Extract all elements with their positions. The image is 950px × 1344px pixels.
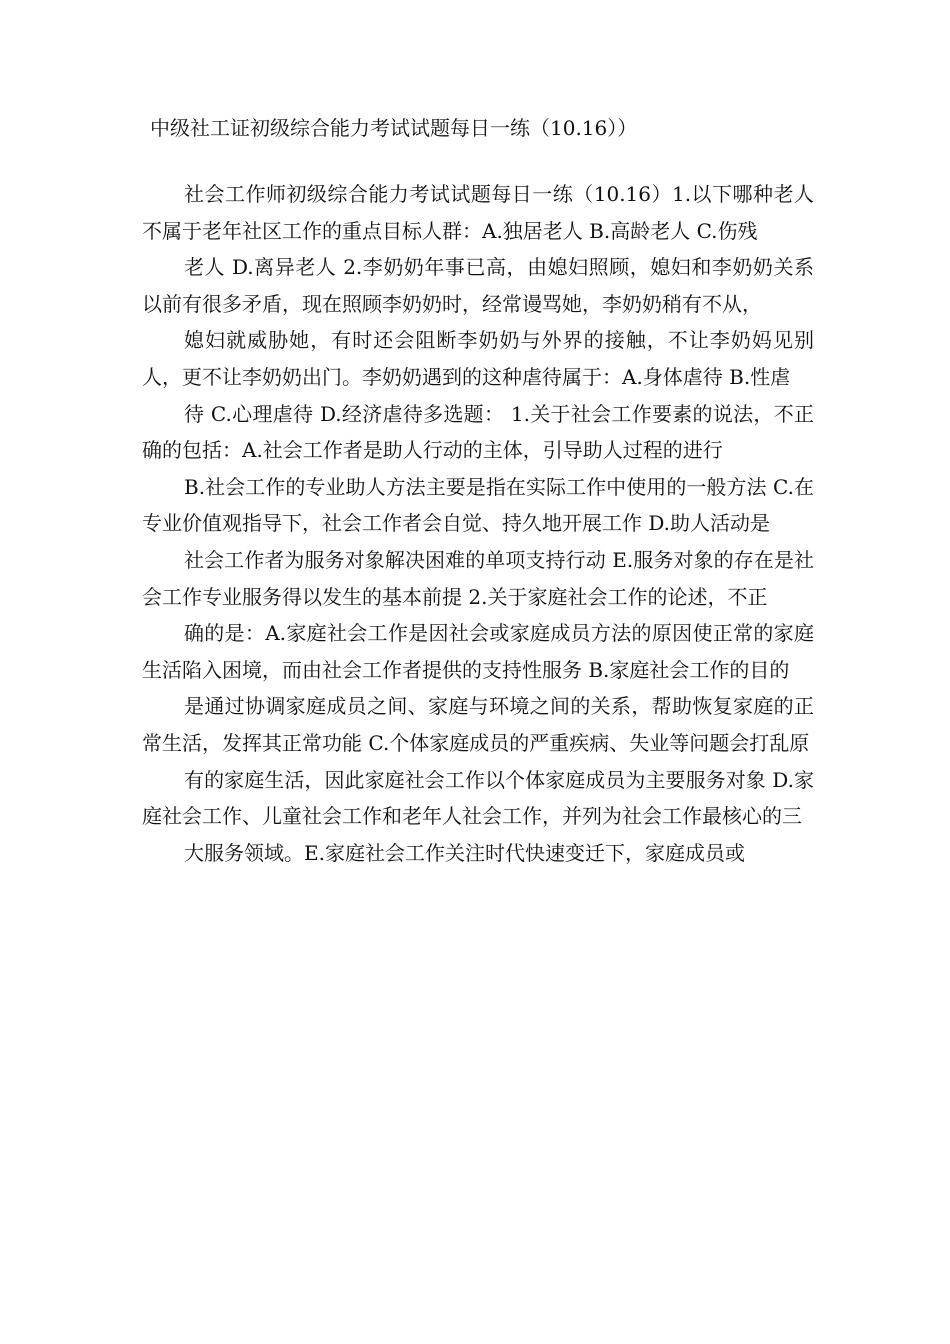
paragraph-6: 社会工作者为服务对象解决困难的单项支持行动 E.服务对象的存在是社会工作专业服务得以发生的基本前提 2.关于家庭社会工作的论述，不正 — [142, 547, 814, 609]
paragraph-4: 待 C.心理虐待 D.经济虐待多选题： 1.关于社会工作要素的说法，不正确的包括：A.社会工作者是助人行动的主体，引导助人过程的进行 — [142, 401, 814, 463]
paragraph-10: 大服务领域。E.家庭社会工作关注时代快速变迁下，家庭成员或 — [184, 840, 745, 865]
paragraph-7: 确的是：A.家庭社会工作是因社会或家庭成员方法的原因使正常的家庭生活陷入困境，而由社会工作者提供的支持性服务 B.家庭社会工作的目的 — [142, 621, 814, 682]
paragraph-5: B.社会工作的专业助人方法主要是指在实际工作中使用的一般方法 C.在专业价值观指导下，社会工作者会自觉、持久地开展工作 D.助人活动是 — [142, 474, 814, 536]
paragraph-2: 老人 D.离异老人 2.李奶奶年事已高，由媳妇照顾，媳妇和李奶奶关系以前有很多矛盾，现在照顾李奶奶时，经常谩骂她，李奶奶稍有不从， — [142, 255, 814, 316]
paragraph-1: 社会工作师初级综合能力考试试题每日一练（10.16）1.以下哪种老人不属于老年社区工作的重点目标人群：A.独居老人 B.高龄老人 C.伤残 — [142, 182, 814, 243]
document-title: 中级社工证初级综合能力考试试题每日一练（10.16）） — [150, 116, 638, 140]
paragraph-9: 有的家庭生活，因此家庭社会工作以个体家庭成员为主要服务对象 D.家庭社会工作、儿童社会工作和老年人社会工作，并列为社会工作最核心的三 — [142, 767, 814, 829]
paragraph-8: 是通过协调家庭成员之间、家庭与环境之间的关系，帮助恢复家庭的正常生活，发挥其正常功能 C.个体家庭成员的严重疾病、失业等问题会打乱原 — [142, 694, 814, 755]
document-body — [142, 176, 814, 871]
paragraph-3: 媳妇就威胁她，有时还会阻断李奶奶与外界的接触，不让李奶妈见别人，更不让李奶奶出门。李奶奶遇到的这种虐待属于：A.身体虐待 B.性虐 — [142, 328, 814, 389]
